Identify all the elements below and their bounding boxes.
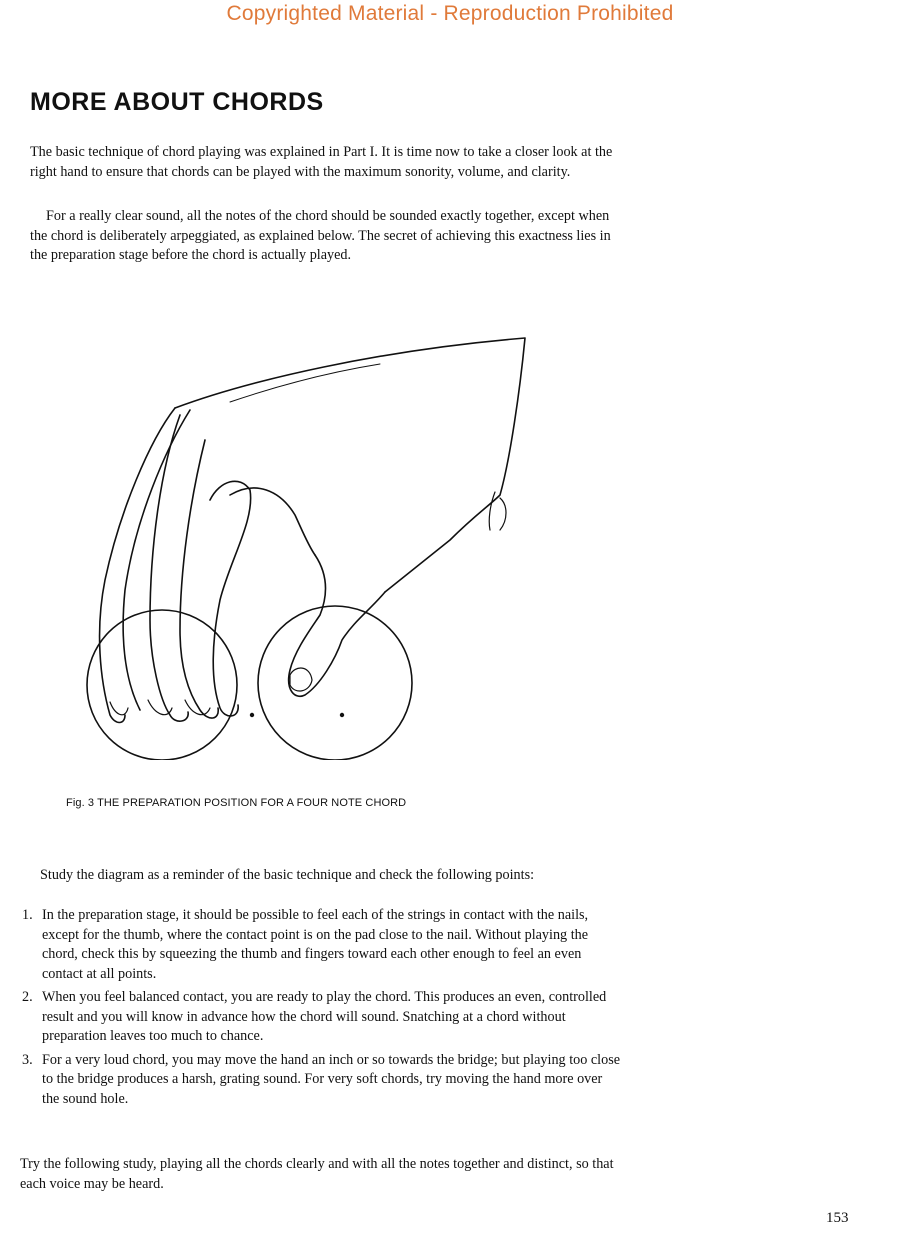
contact-dot-1	[250, 713, 254, 717]
list-number: 3.	[22, 1051, 33, 1068]
finger-index-inner	[123, 410, 190, 710]
finger-ring-knuckle	[230, 488, 315, 555]
contact-dot-2	[340, 713, 344, 717]
page-number: 153	[826, 1210, 849, 1226]
copyright-watermark: Copyrighted Material - Reproduction Prohibited	[226, 2, 674, 25]
finger-index	[100, 408, 175, 723]
closing-paragraph: Try the following study, playing all the chords clearly and with all the notes together and distinct, so that each voice may be heard.	[20, 1156, 614, 1192]
list-item	[22, 906, 622, 984]
thumb	[289, 555, 385, 696]
list-text: In the preparation stage, it should be possible to feel each of the strings in contact with the nails, except for the thumb, where the contact point is on the pad close to the nail. Without playing the chord, check this by squeezing the thumb and fingers toward each other enough to feel an even contact at all points.	[42, 907, 589, 982]
checkpoints-list	[22, 906, 622, 1113]
list-number: 2.	[22, 989, 33, 1005]
preparation-paragraph: For a really clear sound, all the notes of the chord should be sounded exactly together, except when the chord is deliberately arpeggiated, as explained below. The secret of achieving this exactness lies in the preparation stage before the chord is actually played.	[30, 208, 611, 263]
thumb-contact-circle	[258, 606, 412, 760]
list-number: 1.	[22, 907, 33, 923]
list-item	[22, 988, 622, 1047]
figure-caption: Fig. 3 THE PREPARATION POSITION FOR A FOUR NOTE CHORD	[66, 797, 407, 809]
hand-illustration	[80, 330, 540, 760]
study-paragraph: Study the diagram as a reminder of the basic technique and check the following points:	[40, 867, 535, 883]
page-title: MORE ABOUT CHORDS	[30, 88, 324, 116]
list-text: When you feel balanced contact, you are ready to play the chord. This produces an even, controlled result and you will know in advance how the chord will sound. Snatching at a chord without preparation leaves too much to chance.	[42, 989, 607, 1044]
list-text: For a very loud chord, you may move the hand an inch or so towards the bridge; but playing too close to the bridge produces a harsh, grating sound. For very soft chords, try moving the hand more over the sound hole.	[42, 1051, 621, 1107]
finger-ring	[210, 481, 251, 716]
intro-paragraph: The basic technique of chord playing was explained in Part I. It is time now to take a closer look at the right hand to ensure that chords can be played with the maximum sonority, volume, and clarity.	[30, 144, 613, 180]
finger-middle-inner	[180, 440, 218, 718]
wrist-outline	[175, 338, 525, 592]
list-item	[22, 1051, 622, 1110]
nail-1	[110, 702, 128, 715]
thumb-nail	[290, 668, 312, 691]
